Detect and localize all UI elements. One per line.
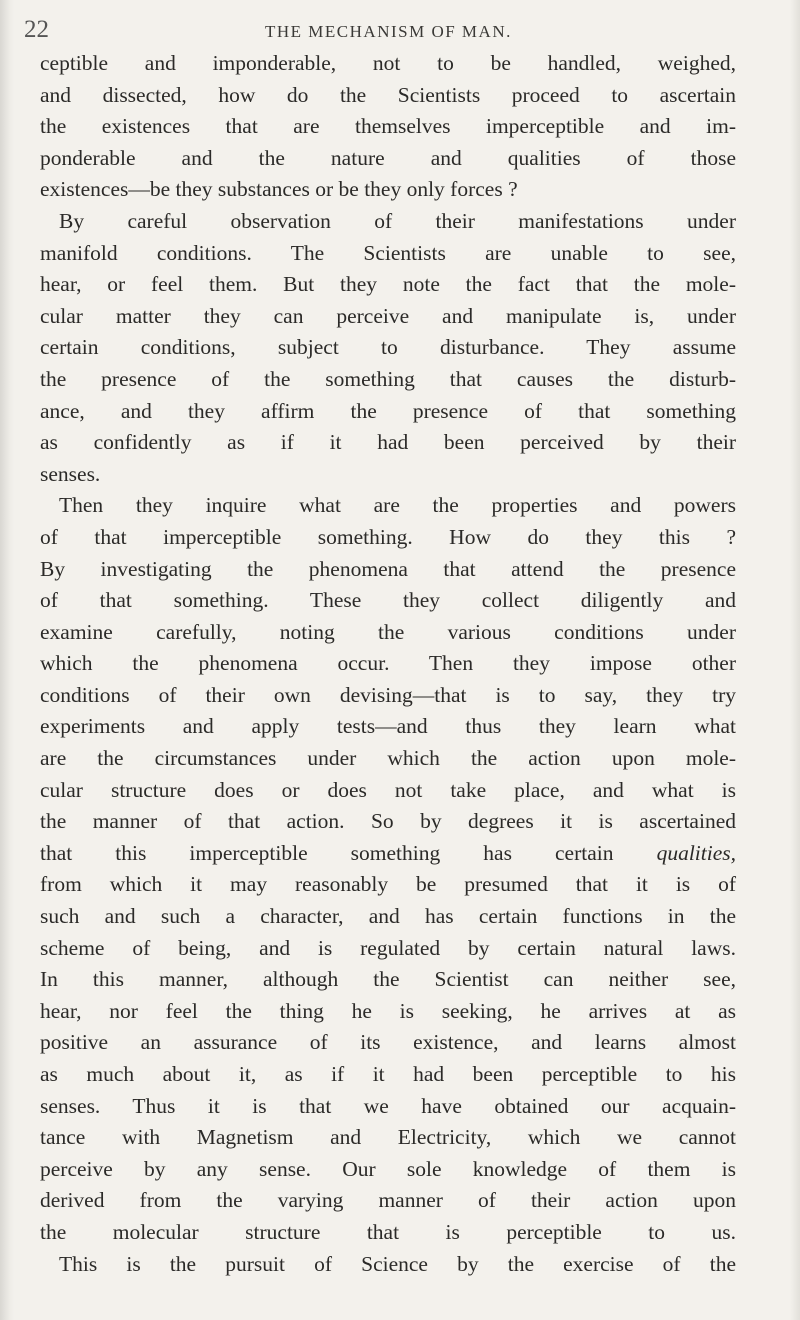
text-line: ceptible and imponderable, not to be handled, weighed, (40, 51, 736, 75)
text-line: certain conditions, subject to disturbance. They assume (40, 335, 736, 360)
text-line: of that something. These they collect diligently and (40, 588, 736, 613)
text-line: as much about it, as if it had been perceptible to his (40, 1062, 736, 1086)
page-number: 22 (24, 16, 49, 43)
text-line: the existences that are themselves imperceptible and im- (40, 114, 736, 139)
text-line: conditions of their own devising—that is to say, they try (40, 682, 736, 707)
text-line: hear, nor feel the thing he is seeking, he arrives at as (40, 998, 736, 1023)
text-line: scheme of being, and is regulated by certain natural laws. (40, 935, 736, 960)
paragraph (40, 1249, 736, 1281)
text-line: from which it may reasonably be presumed that it is of (40, 872, 736, 897)
text-line: the presence of the something that causes the disturb- (40, 366, 736, 391)
text-line: existences—be they substances or be they only forces ? (40, 177, 518, 202)
text-line: positive an assurance of its existence, and learns almost (40, 1030, 736, 1055)
text-line: tance with Magnetism and Electricity, which we cannot (40, 1125, 736, 1150)
text-line: the manner of that action. So by degrees it is ascertained (40, 809, 736, 834)
text-line: examine carefully, noting the various conditions under (40, 619, 736, 644)
text-line: In this manner, although the Scientist can neither see, (40, 967, 736, 992)
text-line: cular matter they can perceive and manipulate is, under (40, 303, 736, 328)
text-line: and dissected, how do the Scientists proceed to ascertain (40, 82, 736, 107)
text-line: manifold conditions. The Scientists are unable to see, (40, 240, 736, 265)
text-line: ance, and they affirm the presence of that something (40, 398, 736, 423)
text-line: By careful observation of their manifestations under (59, 208, 736, 233)
text-line: such and such a character, and has certain functions in the (40, 904, 736, 929)
body-text (40, 48, 736, 1280)
text-line: ponderable and the nature and qualities of those (40, 145, 736, 170)
text-line: the molecular structure that is perceptible to us. (40, 1219, 736, 1244)
text-line: of that imperceptible something. How do they this ? (40, 524, 736, 549)
paragraph (40, 48, 736, 206)
text-line: as confidently as if it had been perceived by their (40, 430, 736, 455)
running-title: THE MECHANISM OF MAN. (265, 22, 512, 41)
italic-word: qualities, (656, 840, 736, 865)
text-line: are the circumstances under which the action upon mole- (40, 746, 736, 771)
text-line: senses. Thus it is that we have obtained our acquain- (40, 1093, 736, 1118)
text-line: derived from the varying manner of their action upon (40, 1188, 736, 1213)
paragraph (40, 490, 736, 1248)
text-line: By investigating the phenomena that attend the presence (40, 556, 736, 581)
text-line: cular structure does or does not take place, and what is (40, 777, 736, 802)
text-line: Then they inquire what are the properties and powers (59, 493, 736, 518)
text-line: hear, or feel them. But they note the fact that the mole- (40, 272, 736, 297)
text-line: This is the pursuit of Science by the exercise of the (59, 1251, 736, 1276)
page-left-edge-shadow (0, 0, 14, 1320)
text-segment: that this imperceptible something has certain (40, 840, 657, 865)
text-line: experiments and apply tests—and thus they learn what (40, 714, 736, 739)
text-line: perceive by any sense. Our sole knowledge of them is (40, 1156, 736, 1181)
page-right-edge-shadow (790, 0, 800, 1320)
text-line: which the phenomena occur. Then they impose other (40, 651, 736, 676)
text-line (40, 838, 736, 870)
paragraph (40, 206, 736, 490)
text-line: senses. (40, 461, 101, 486)
